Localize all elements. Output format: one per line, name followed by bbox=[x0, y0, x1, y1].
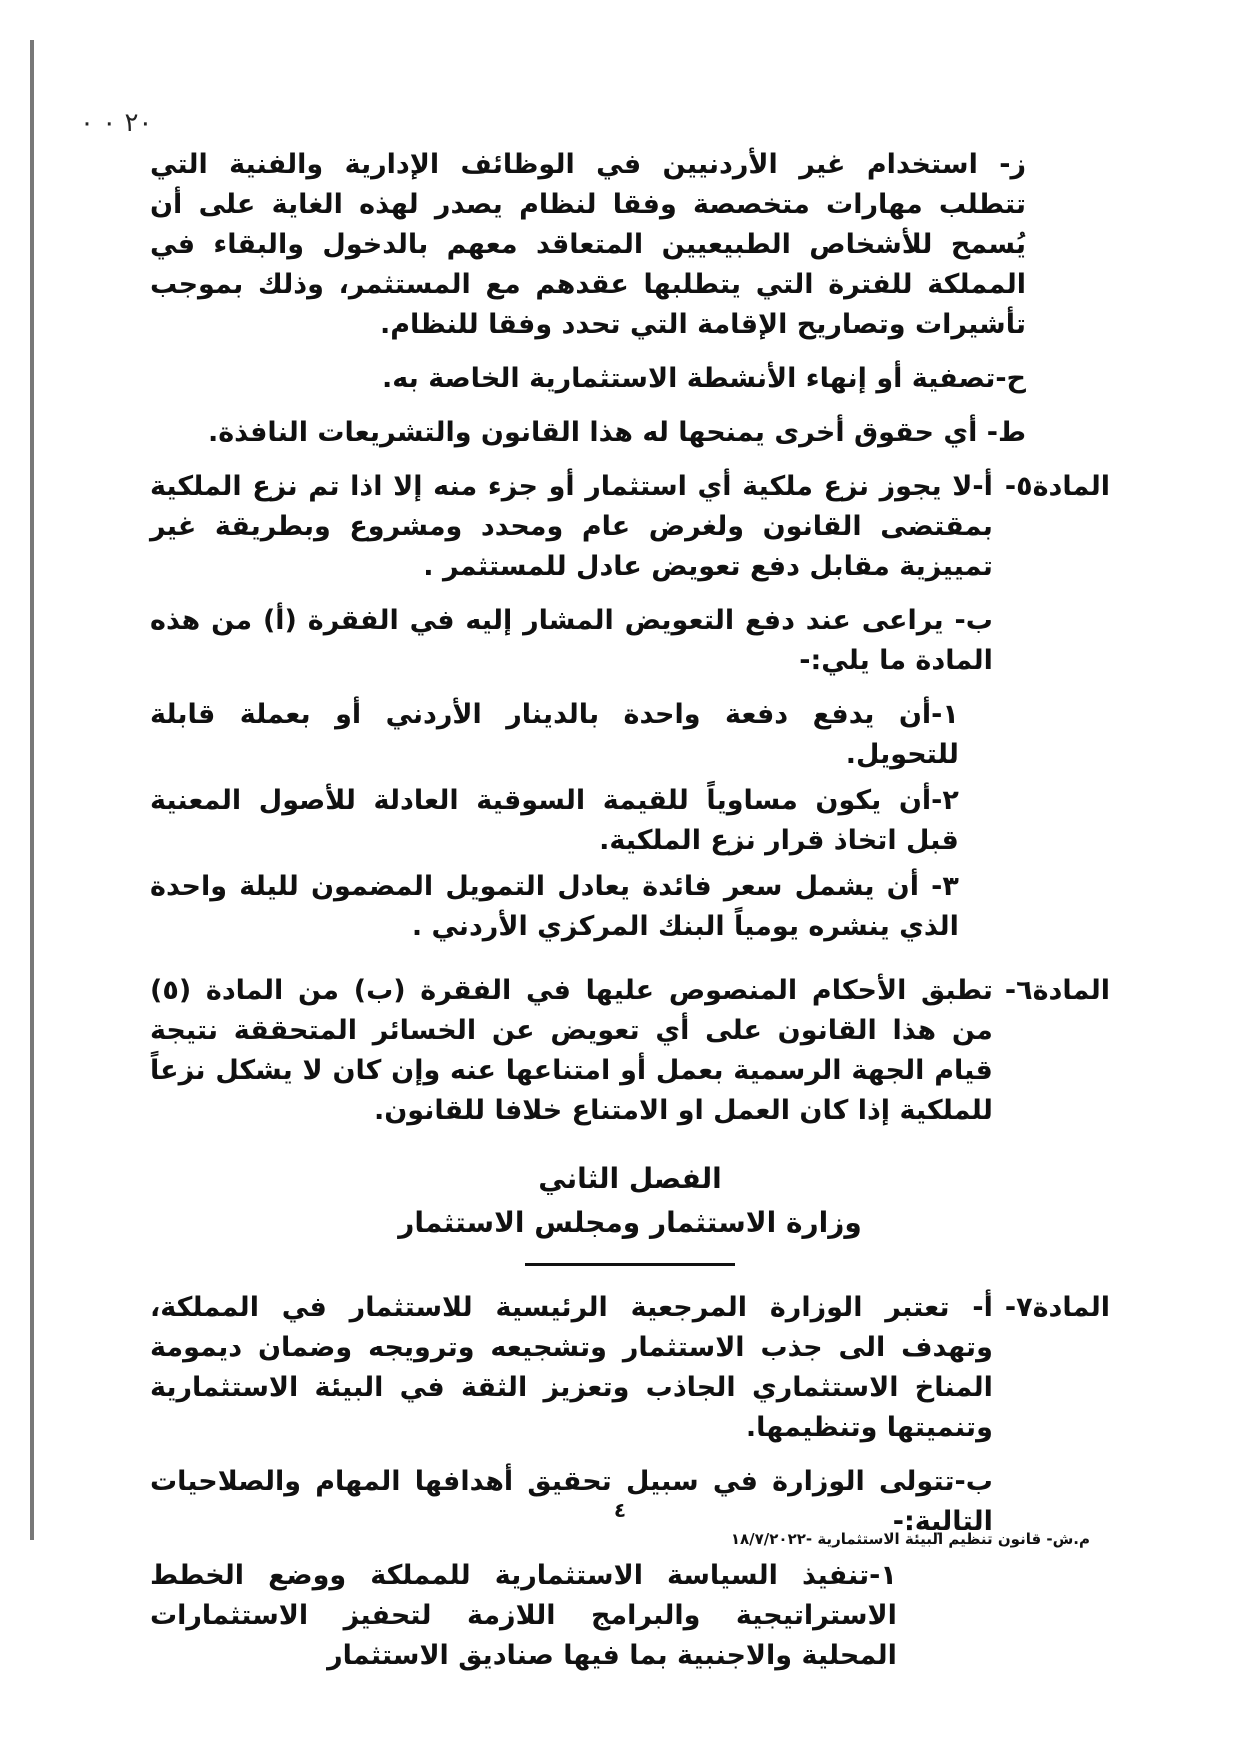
article-5-para-b: ب- يراعى عند دفع التعويض المشار إليه في الفقرة (أ) من هذه المادة ما يلي:- bbox=[150, 605, 993, 676]
chapter-subtitle: وزارة الاستثمار ومجلس الاستثمار bbox=[398, 1206, 862, 1239]
article-5-subitem-1: ١-أن يدفع دفعة واحدة بالدينار الأردني أو بعملة قابلة للتحويل. bbox=[150, 699, 959, 770]
article-5-label: المادة٥- bbox=[1004, 471, 1110, 502]
article-6-text: تطبق الأحكام المنصوص عليها في الفقرة (ب) من المادة (٥) من هذا القانون على أي تعويض عن الخسائر المتحققة نتيجة قيام الجهة الرسمية بعمل أو امتناعها عنه وإن كان لا يشكل نزعاً للملكية إذا كان العمل او الامتناع خلافا للقانون. bbox=[150, 975, 993, 1126]
chapter-divider bbox=[525, 1263, 735, 1266]
article-7-item-1: ١-تنفيذ السياسة الاستثمارية للمملكة ووضع الخطط الاستراتيجية والبرامج اللازمة لتحفيز الاستثمارات المحلية والاجنبية بما فيها صناديق الاستثمار bbox=[150, 1560, 897, 1671]
article-5 bbox=[150, 467, 1110, 953]
article-5-subitem-3: ٣- أن يشمل سعر فائدة يعادل التمويل المضمون لليلة واحدة الذي ينشره يومياً البنك المركزي الأردني . bbox=[150, 871, 959, 942]
item-h: ح-تصفية أو إنهاء الأنشطة الاستثمارية الخاصة به. bbox=[382, 363, 1026, 394]
footer-note: م.ش- قانون تنظيم البيئة الاستثمارية -١٨/٧/٢٠٢٢ bbox=[730, 1530, 1090, 1548]
article-7 bbox=[150, 1288, 1110, 1690]
article-5-body bbox=[150, 467, 993, 953]
article-7-body bbox=[150, 1288, 993, 1690]
article-7-label: المادة٧- bbox=[1004, 1292, 1110, 1323]
item-z: ز- استخدام غير الأردنيين في الوظائف الإدارية والفنية التي تتطلب مهارات متخصصة وفقا لنظام يصدر لهذه الغاية على أن يُسمح للأشخاص الطبيعيين المتعاقد معهم بالدخول والبقاء في المملكة للفترة التي يتطلبها عقدهم مع المستثمر، وذلك بموجب تأشيرات وتصاريح الإقامة التي تحدد وفقا للنظام. bbox=[150, 149, 1026, 340]
item-t: ط- أي حقوق أخرى يمنحها له هذا القانون والتشريعات النافذة. bbox=[207, 417, 1026, 448]
article-5-subitem-2: ٢-أن يكون مساوياً للقيمة السوقية العادلة للأصول المعنية قبل اتخاذ قرار نزع الملكية. bbox=[150, 785, 959, 856]
page-number: ٤ bbox=[613, 1498, 627, 1522]
article-5-para-a: أ-لا يجوز نزع ملكية أي استثمار أو جزء منه إلا اذا تم نزع الملكية بمقتضى القانون ولغرض عام ومحدد ومشروع وبطريقة غير تمييزية مقابل دفع تعويض عادل للمستثمر . bbox=[150, 471, 993, 582]
article-6 bbox=[150, 971, 1110, 1131]
document-content bbox=[150, 145, 1110, 1708]
scan-margin-line bbox=[30, 40, 34, 1540]
article-5-subitems bbox=[150, 695, 993, 947]
article-6-label: المادة٦- bbox=[1004, 975, 1110, 1006]
article-7-para-b: ب-تتولى الوزارة في سبيل تحقيق أهدافها المهام والصلاحيات التالية:- bbox=[150, 1466, 993, 1537]
top-margin-marks: ٢٠ ٠ ٠ bbox=[80, 108, 153, 138]
chapter-title: الفصل الثاني bbox=[538, 1162, 722, 1195]
chapter-heading bbox=[150, 1157, 1110, 1266]
article-7-para-a: أ- تعتبر الوزارة المرجعية الرئيسية للاستثمار في المملكة، وتهدف الى جذب الاستثمار وتشجيعه وترويجه وضمان ديمومة المناخ الاستثماري الجاذب وتعزيز الثقة في البيئة الاستثمارية وتنميتها وتنظيمها. bbox=[150, 1292, 993, 1443]
